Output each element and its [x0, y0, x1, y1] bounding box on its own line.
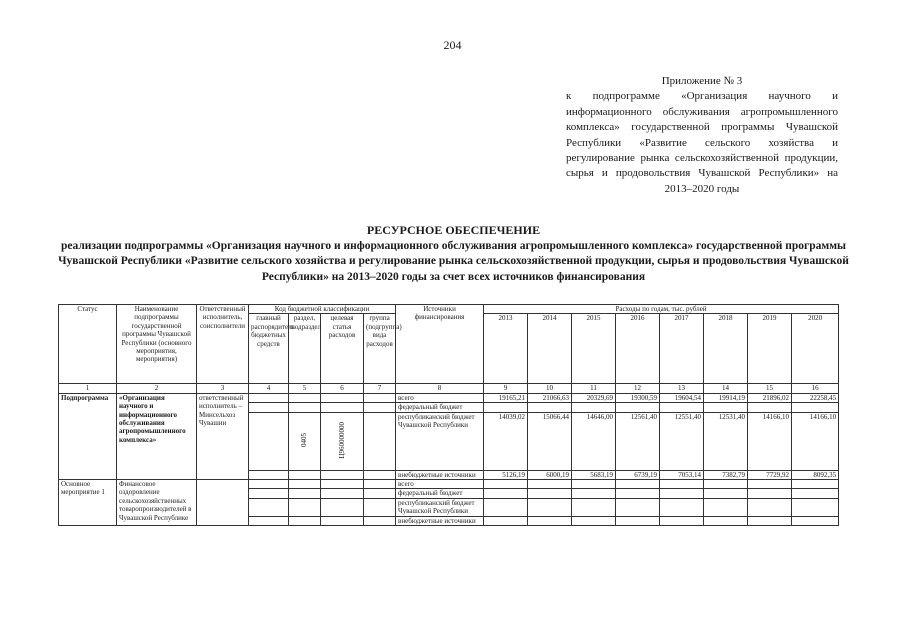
- header-budget-code: Код бюджетной классификации: [249, 305, 396, 314]
- page-number: 204: [443, 38, 462, 52]
- header-bc-group: группа (подгруппа) вида расходов: [364, 314, 396, 384]
- header-year: 2020: [792, 314, 839, 384]
- target-code: Ц960000000: [337, 421, 346, 459]
- header-year: 2017: [660, 314, 704, 384]
- table-row: [59, 480, 839, 489]
- column-number: 3: [197, 384, 249, 393]
- header-year: 2018: [704, 314, 748, 384]
- header-year: 2019: [748, 314, 792, 384]
- header-year: 2014: [528, 314, 572, 384]
- header-year: 2013: [484, 314, 528, 384]
- source-label: всего: [396, 393, 484, 402]
- value-cell: 6000,19: [528, 470, 572, 479]
- resource-table: [58, 304, 839, 526]
- appendix-text: к подпрограмме «Организация научного и информационного обслуживания агропромышленного комплекса» государственной программы Чувашской Республики «Развитие сельского хозяйства и регулирование рынка сельскохозяйственной продукции, сырья и продовольствия Чувашской Республики» на 2013–2020 годы: [566, 90, 838, 195]
- value-cell: 19165,21: [484, 393, 528, 402]
- header-bc-target: целевая статья расходов: [321, 314, 364, 384]
- value-cell: 14166,10: [748, 412, 792, 470]
- section-code: 0405: [300, 432, 309, 447]
- source-label: республиканский бюджет Чувашской Республики: [396, 498, 484, 516]
- header-bc-main: главный распорядитель бюджетных средств: [249, 314, 289, 384]
- table-row: [59, 393, 839, 402]
- value-cell: 8092,35: [792, 470, 839, 479]
- column-number: 2: [117, 384, 197, 393]
- subprogram-name: «Организация научного и информационного обслуживания агропромышленного комплекса»: [117, 393, 197, 479]
- header-bc-section: раздел, подраздел: [289, 314, 321, 384]
- value-cell: 22258,45: [792, 393, 839, 402]
- value-cell: 5126,19: [484, 470, 528, 479]
- column-number: 5: [289, 384, 321, 393]
- heading-subtitle: реализации подпрограммы «Организация научного и информационного обслуживания агропромышленного комплекса» государственной программы Чувашской Республики «Развитие сельского хозяйства и регулирование рынка сельскохозяйственной продукции, сырья и продовольствия Чувашской Республики» на 2013–2020 годы за счет всех источников финансирования: [58, 239, 849, 283]
- event-status: Основное мероприятие 1: [59, 480, 117, 526]
- header-expenses: Расходы по годам, тыс. рублей: [484, 305, 839, 314]
- value-cell: 12551,40: [660, 412, 704, 470]
- value-cell: 7053,14: [660, 470, 704, 479]
- event-name: Финансовое оздоровление сельскохозяйственных товаропроизводителей в Чувашской Республике: [117, 480, 197, 526]
- source-label: внебюджетные источники: [396, 470, 484, 479]
- header-executor: Ответственный исполнитель, соисполнители: [197, 305, 249, 384]
- value-cell: 19604,54: [660, 393, 704, 402]
- value-cell: 7729,92: [748, 470, 792, 479]
- column-number: 15: [748, 384, 792, 393]
- value-cell: 12531,40: [704, 412, 748, 470]
- source-label: внебюджетные источники: [396, 516, 484, 525]
- document-heading: [56, 223, 851, 285]
- header-year: 2015: [572, 314, 616, 384]
- source-label: республиканский бюджет Чувашской Республики: [396, 412, 484, 470]
- column-number: 14: [704, 384, 748, 393]
- value-cell: 12561,40: [616, 412, 660, 470]
- value-cell: 6739,19: [616, 470, 660, 479]
- header-status: Статус: [59, 305, 117, 384]
- column-number: 11: [572, 384, 616, 393]
- column-number: 4: [249, 384, 289, 393]
- column-number: 12: [616, 384, 660, 393]
- header-year: 2016: [616, 314, 660, 384]
- appendix-title: Приложение № 3: [661, 75, 743, 87]
- column-number: 10: [528, 384, 572, 393]
- value-cell: 14646,00: [572, 412, 616, 470]
- value-cell: 20329,69: [572, 393, 616, 402]
- value-cell: 21066,63: [528, 393, 572, 402]
- value-cell: 15066,44: [528, 412, 572, 470]
- column-number: 7: [364, 384, 396, 393]
- subprogram-status: Подпрограмма: [59, 393, 117, 479]
- source-label: всего: [396, 480, 484, 489]
- value-cell: 19300,59: [616, 393, 660, 402]
- heading-title: РЕСУРСНОЕ ОБЕСПЕЧЕНИЕ: [366, 223, 541, 237]
- column-number: 13: [660, 384, 704, 393]
- source-label: федеральный бюджет: [396, 489, 484, 498]
- header-name: Наименование подпрограммы государственной программы Чувашской Республики (основного мероприятия, мероприятия): [117, 305, 197, 384]
- column-number: 1: [59, 384, 117, 393]
- header-sources: Источники финансирования: [396, 305, 484, 384]
- source-label: федеральный бюджет: [396, 403, 484, 412]
- value-cell: 21896,02: [748, 393, 792, 402]
- column-number: 9: [484, 384, 528, 393]
- column-number: 16: [792, 384, 839, 393]
- value-cell: 5683,19: [572, 470, 616, 479]
- value-cell: 14166,10: [792, 412, 839, 470]
- column-number: 6: [321, 384, 364, 393]
- subprogram-executor: ответственный исполнитель – Минсельхоз Чувашии: [197, 393, 249, 479]
- value-cell: 7382,79: [704, 470, 748, 479]
- value-cell: 14039,02: [484, 412, 528, 470]
- appendix-block: [566, 74, 838, 197]
- column-number: 8: [396, 384, 484, 393]
- value-cell: 19914,19: [704, 393, 748, 402]
